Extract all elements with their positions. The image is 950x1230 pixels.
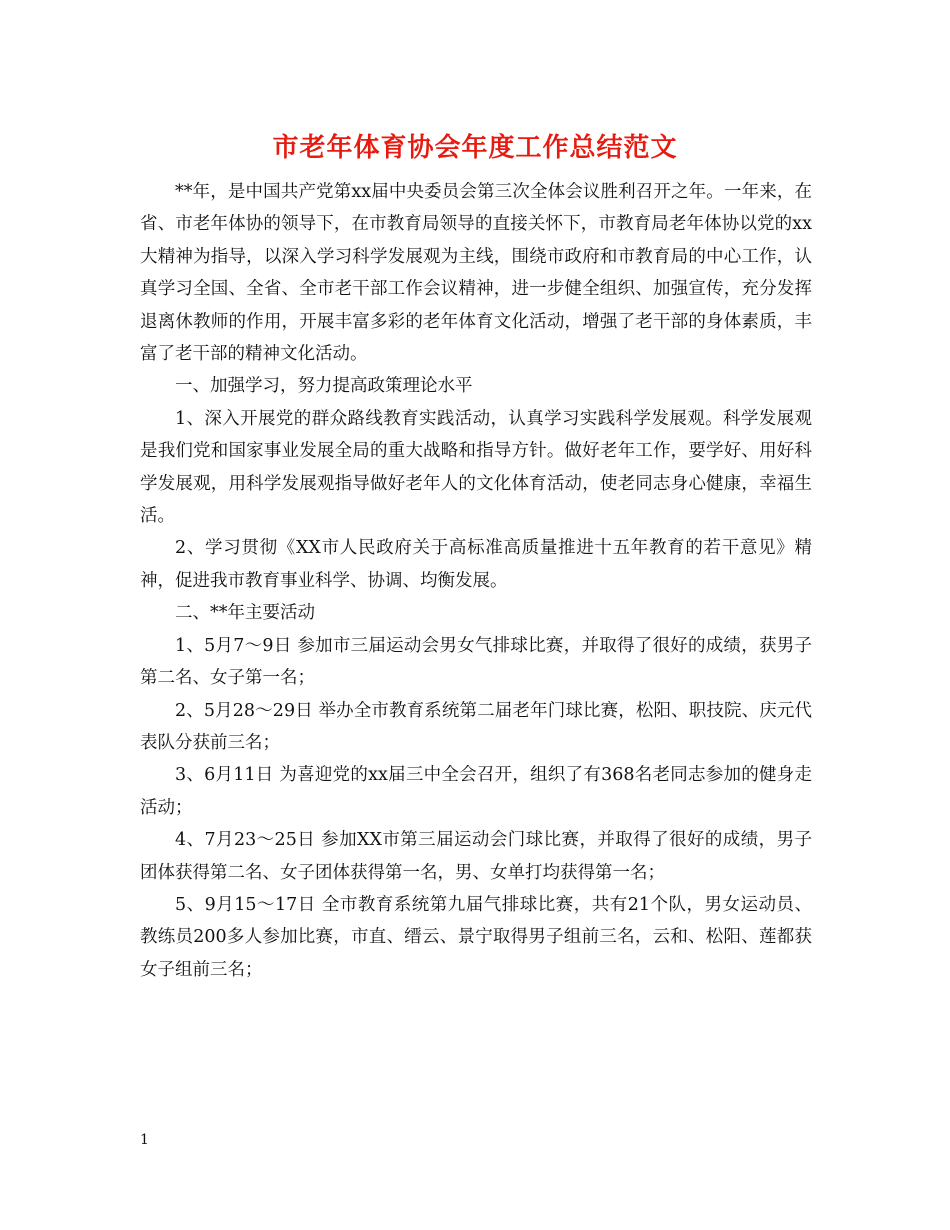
activity-item-2: 2、5月28～29日 举办全市教育系统第二届老年门球比赛，松阳、职技院、庆元代表队分获前三名； bbox=[140, 700, 812, 753]
section-heading-study: 一、加强学习，努力提高政策理论水平 bbox=[175, 376, 473, 397]
document-title: 市老年体育协会年度工作总结范文 bbox=[272, 133, 678, 163]
page-number: 1 bbox=[140, 1132, 149, 1148]
activity-item-1: 1、5月7～9日 参加市三届运动会男女气排球比赛，并取得了很好的成绩，获男子第二名、女子第一名； bbox=[140, 635, 812, 689]
activity-item-4: 4、7月23～25日 参加XX市第三届运动会门球比赛，并取得了很好的成绩，男子团体获得第二名、女子团体获得第一名，男、女单打均获得第一名； bbox=[140, 830, 812, 883]
paragraph-study-1: 1、深入开展党的群众路线教育实践活动，认真学习实践科学发展观。科学发展观是我们党和国家事业发展全局的重大战略和指导方针。做好老年工作，要学好、用好科学发展观，用科学发展观指导做好老年人的文化体育活动，使老同志身心健康，幸福生活。 bbox=[140, 408, 812, 527]
activity-item-5: 5、9月15～17日 全市教育系统第九届气排球比赛，共有21个队，男女运动员、教练员200多人参加比赛，市直、缙云、景宁取得男子组前三名，云和、松阳、莲都获女子组前三名； bbox=[140, 894, 812, 980]
section-heading-activities: 二、**年主要活动 bbox=[175, 603, 315, 624]
paragraph-intro: **年，是中国共产党第xx届中央委员会第三次全体会议胜利召开之年。一年来，在省、市老年体协的领导下，在市教育局领导的直接关怀下，市教育局老年体协以党的xx大精神为指导，以深入学习科学发展观为主线，围绕市政府和市教育局的中心工作，认真学习全国、全省、全市老干部工作会议精神，进一步健全组织、加强宣传，充分发挥退离休教师的作用，开展丰富多彩的老年体育文化活动，增强了老干部的身体素质，丰富了老干部的精神文化活动。 bbox=[140, 182, 812, 365]
document-body bbox=[140, 176, 812, 986]
paragraph-study-2: 2、学习贯彻《XX市人民政府关于高标准高质量推进十五年教育的若干意见》精神，促进我市教育事业科学、协调、均衡发展。 bbox=[140, 538, 812, 591]
activity-item-3: 3、6月11日 为喜迎党的xx届三中全会召开，组织了有368名老同志参加的健身走活动； bbox=[140, 765, 812, 818]
